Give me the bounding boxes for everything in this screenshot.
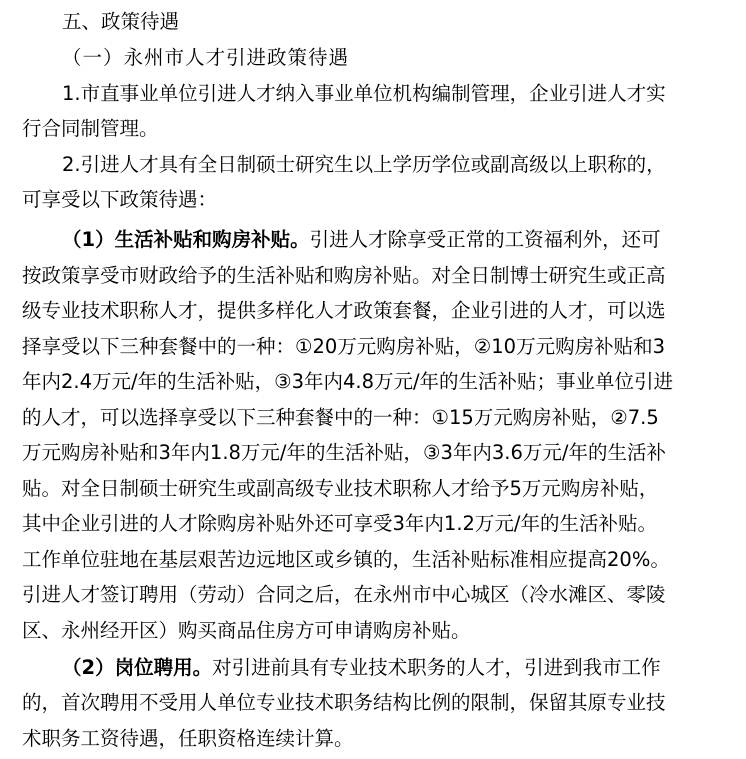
item-text: 对引进前具有专业技术职务的人才，引进到我市工作 [212,656,661,679]
item-line: 区、永州经开区）购买商品住房方可申请购房补贴。 [22,619,471,642]
section-heading: 五、政策待遇 [62,10,180,33]
item-line: 术职务工资待遇，任职资格连续计算。 [22,727,354,750]
paragraph-line: 可享受以下政策待遇： [22,188,218,211]
item-line: 的，首次聘用不受用人单位专业技术职务结构比例的限制，保留其原专业技 [22,691,666,714]
item-line: 万元购房补贴和3年内1.8万元/年的生活补贴，③3年内3.6万元/年的生活补 [22,441,666,464]
paragraph-line: 1.市直事业单位引进人才纳入事业单位机构编制管理，企业引进人才实 [62,82,666,105]
item-heading: （1）生活补贴和购房补贴。 [62,228,310,251]
item-line [62,220,661,260]
item-line: 贴。对全日制硕士研究生或副高级专业技术职称人才给予5万元购房补贴， [22,477,659,500]
subsection-heading: （一）永州市人才引进政策待遇 [62,46,350,69]
item-line: 引进人才签订聘用（劳动）合同之后，在永州市中心城区（冷水滩区、零陵 [22,583,666,606]
item-heading: （2）岗位聘用。 [62,656,213,679]
item-line: 的人才，可以选择享受以下三种套餐中的一种：①15万元购房补贴，②7.5 [22,406,659,429]
item-line [62,648,661,688]
paragraph-line: 2.引进人才具有全日制硕士研究生以上学历学位或副高级以上职称的， [62,153,666,176]
item-line: 按政策享受市财政给予的生活补贴和购房补贴。对全日制博士研究生或正高 [22,264,666,287]
paragraph-line: 行合同制管理。 [22,117,159,140]
item-text: 引进人才除享受正常的工资福利外，还可 [309,228,661,251]
item-line: 年内2.4万元/年的生活补贴，③3年内4.8万元/年的生活补贴；事业单位引进 [22,370,674,393]
item-line: 其中企业引进的人才除购房补贴外还可享受3年内1.2万元/年的生活补贴。 [22,512,657,535]
item-line: 级专业技术职称人才，提供多样化人才政策套餐，企业引进的人才，可以选 [22,299,666,322]
item-line: 工作单位驻地在基层艰苦边远地区或乡镇的，生活补贴标准相应提高20%。 [22,548,670,571]
item-line: 择享受以下三种套餐中的一种：①20万元购房补贴，②10万元购房补贴和3 [22,335,665,358]
